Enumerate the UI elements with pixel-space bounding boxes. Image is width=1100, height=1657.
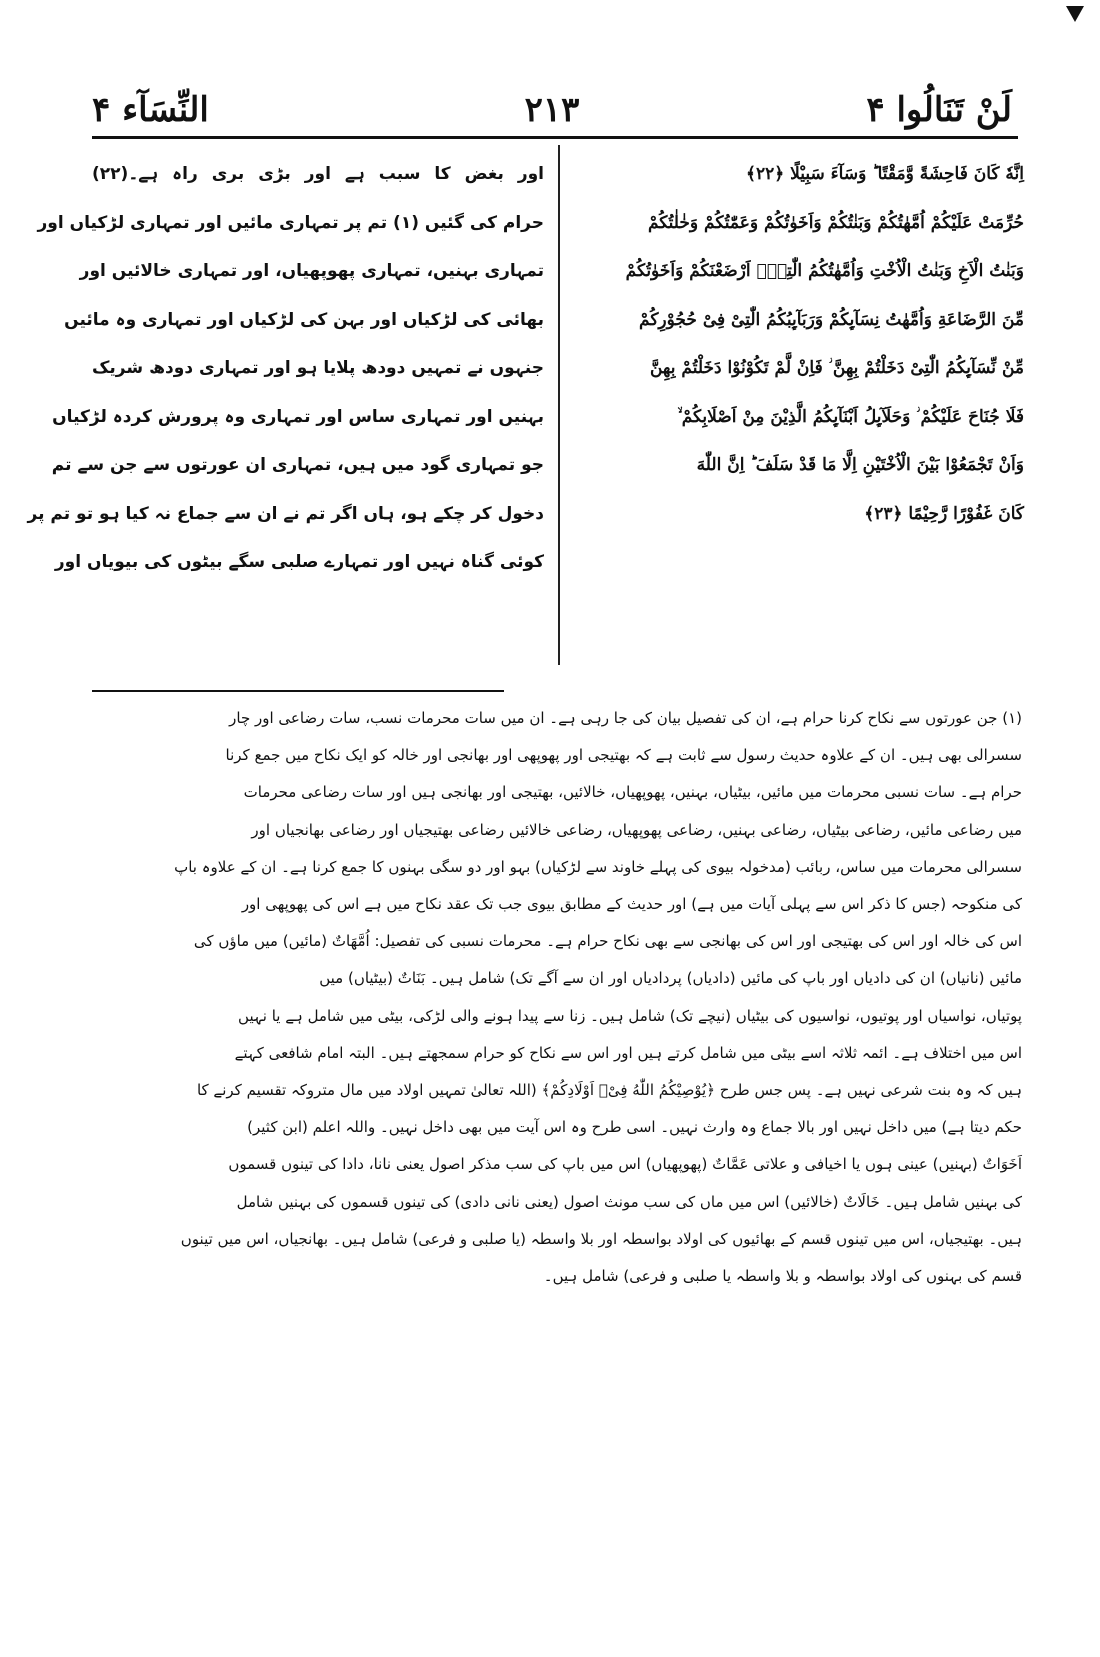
footnote-line: اَخَوَاتٌ (بہنیں) عینی ہوں یا اخیافی و علاتی عَمَّاتٌ (پھوپھیاں) اس میں باپ کی سب مذکر اصول یعنی نانا، دادا کی تینوں قسموں [228, 1155, 1022, 1174]
footnote-line: کی منکوحہ (جس کا ذکر اس سے پہلی آیات میں ہے) اور حدیث کے مطابق بیوی جب تک عقد نکاح میں ہے اس کی پھوپھی اور [241, 895, 1022, 914]
footnote-line: اس میں اختلاف ہے۔ ائمہ ثلاثہ اسے بیٹی میں شامل کرتے ہیں اور اس سے نکاح کو حرام سمجھتے ہیں۔ البتہ امام شافعی کہتے [234, 1043, 1022, 1062]
page-corner-mark [1066, 6, 1084, 22]
translation-line: تمہاری بہنیں، تمہاری پھوپھیاں، اور تمہاری خالائیں اور [79, 261, 544, 281]
footnote-line: کی بہنیں شامل ہیں۔ خَالَاتٌ (خالائیں) اس میں ماں کی سب مونث اصول (یعنی نانی دادی) کی تینوں قسموں کی بہنیں شامل [236, 1192, 1022, 1211]
footnote-line: سسرالی محرمات میں ساس، ربائب (مدخولہ بیوی کی پہلے خاوند سے لڑکیاں) بہو اور دو سگی بہنوں کا جمع کرنا ہے۔ ان کے علاوہ باپ [174, 857, 1022, 876]
arabic-line: اِنَّهٗ كَانَ فَاحِشَةً وَّمَقْتًا ؕ وَسَآءَ سَبِيْلًا ﴿۲۲﴾ [745, 164, 1024, 184]
page-header [92, 90, 1012, 130]
translation-line: بہنیں اور تمہاری ساس اور تمہاری وہ پرورش کردہ لڑکیاں [52, 406, 544, 427]
arabic-line: حُرِّمَتْ عَلَيْكُمْ اُمَّهٰتُكُمْ وَبَنٰتُكُمْ وَاَخَوٰتُكُمْ وَعَمّٰتُكُمْ وَخٰلٰتُكُمْ [647, 212, 1024, 233]
footnote-line: حرام ہے۔ سات نسبی محرمات میں مائیں، بیٹیاں، بہنیں، پھوپھیاں، خالائیں، بھتیجی اور بھانجی ہیں اور سات رضاعی محرمات [243, 783, 1022, 802]
footnote-line: قسم کی بہنوں کی اولاد بواسطہ و بلا واسطہ یا صلبی و فرعی) شامل ہیں۔ [543, 1267, 1022, 1286]
arabic-line: وَاَنْ تَجْمَعُوْا بَيْنَ الْاُخْتَيْنِ اِلَّا مَا قَدْ سَلَفَ ؕ اِنَّ اللّٰهَ [696, 455, 1024, 475]
translation-line: بھائی کی لڑکیاں اور بہن کی لڑکیاں اور تمہاری وہ مائیں [64, 309, 544, 330]
header-rule [92, 136, 1018, 139]
surah-title: النِّسَآء ۴ [92, 90, 209, 130]
translation-line: جنہوں نے تمہیں دودھ پلایا ہو اور تمہاری دودھ شریک [92, 358, 544, 378]
footnotes-section [92, 700, 1022, 1295]
arabic-line: مِّنْ نِّسَآىِٕكُمُ الّٰتِیْ دَخَلْتُمْ بِهِنَّ ؗ فَاِنْ لَّمْ تَكُوْنُوْا دَخَلْتُمْ بِهِنَّ [649, 358, 1024, 378]
arabic-text-column [578, 150, 1024, 538]
arabic-line: وَبَنٰتُ الْاَخِ وَبَنٰتُ الْاُخْتِ وَاُمَّهٰتُكُمُ الّٰتِیْۤ اَرْضَعْنَكُمْ وَاَخَوٰتُكُمْ [625, 261, 1024, 281]
footnote-line: میں رضاعی مائیں، رضاعی بیٹیاں، رضاعی بہنیں، رضاعی پھوپھیاں، رضاعی خالائیں رضاعی بھتیجیاں اور رضاعی بھانجیاں اور [251, 820, 1022, 839]
arabic-line: كَانَ غَفُوْرًا رَّحِيْمًا ﴿۲۳﴾ [864, 503, 1024, 524]
translation-line: اور بغض کا سبب ہے اور بڑی بری راہ ہے۔(۲۲) [92, 164, 544, 184]
arabic-line: مِّنَ الرَّضَاعَةِ وَاُمَّهٰتُ نِسَآىِٕكُمْ وَرَبَآىِٕبُكُمُ الّٰتِیْ فِیْ حُجُوْرِكُمْ [639, 309, 1024, 330]
footnote-line: مائیں (نانیاں) ان کی دادیاں اور باپ کی مائیں (دادیاں) پردادیاں اور ان سے آگے تک) شامل ہیں۔ بَنَاتٌ (بیٹیاں) میں [319, 969, 1022, 988]
footnote-line: حکم دیتا ہے) میں داخل نہیں اور بالا جماع وہ وارث نہیں۔ اسی طرح وہ اس آیت میں بھی داخل نہیں۔ واللہ اعلم (ابن کثیر) [247, 1118, 1022, 1137]
translation-line: حرام کی گئیں (۱) تم پر تمہاری مائیں اور تمہاری لڑکیاں اور [37, 212, 544, 233]
juz-title: لَنْ تَنَالُوا ۴ [866, 90, 1012, 130]
footnote-rule [92, 690, 504, 692]
footnote-line: اس کی خالہ اور اس کی بھتیجی اور اس کی بھانجی سے بھی نکاح حرام ہے۔ محرمات نسبی کی تفصیل: اُمَّهَاتٌ (مائیں) میں ماؤں کی [193, 932, 1022, 951]
page-number: ۲۱۳ [524, 90, 580, 130]
translation-line: دخول کر چکے ہو، ہاں اگر تم نے ان سے جماع نہ کیا ہو تو تم پر [27, 503, 544, 524]
urdu-translation-column [27, 150, 544, 587]
column-divider [558, 145, 560, 665]
translation-line: جو تمہاری گود میں ہیں، تمہاری ان عورتوں سے جن سے تم [51, 455, 544, 475]
translation-line: کوئی گناہ نہیں اور تمہارے صلبی سگے بیٹوں کی بیویاں اور [54, 552, 544, 572]
footnote-line: (۱) جن عورتوں سے نکاح کرنا حرام ہے، ان کی تفصیل بیان کی جا رہی ہے۔ ان میں سات محرمات نسب، سات رضاعی اور چار [229, 709, 1022, 727]
footnote-line: سسرالی بھی ہیں۔ ان کے علاوہ حدیث رسول سے ثابت ہے کہ بھتیجی اور پھوپھی اور بھانجی اور خالہ کو ایک نکاح میں جمع کرنا [225, 746, 1022, 765]
footnote-line: ہیں۔ بھتیجیاں، اس میں تینوں قسم کے بھائیوں کی اولاد بواسطہ اور بلا واسطہ (یا صلبی و فرعی) شامل ہیں۔ بھانجیاں، اس میں تینوں [180, 1229, 1022, 1248]
footnote-line: پوتیاں، نواسیاں اور پوتیوں، نواسیوں کی بیٹیاں (نیچے تک) شامل ہیں۔ زنا سے پیدا ہونے والی لڑکی، بیٹی میں شامل ہے یا نہیں [238, 1006, 1022, 1025]
arabic-line: فَلَا جُنَاحَ عَلَيْكُمْ ؗ وَحَلَآىِٕلُ اَبْنَآىِٕكُمُ الَّذِيْنَ مِنْ اَصْلَابِكُمْ ۙ [677, 406, 1024, 427]
footnote-line: ہیں کہ وہ بنت شرعی نہیں ہے۔ پس جس طرح ﴿يُوْصِيْكُمُ اللّٰهُ فِیْۤ اَوْلَادِكُمْ﴾ (اللہ تعالیٰ تمہیں اولاد میں مال متروکہ تقسیم کرنے کا [196, 1081, 1022, 1100]
